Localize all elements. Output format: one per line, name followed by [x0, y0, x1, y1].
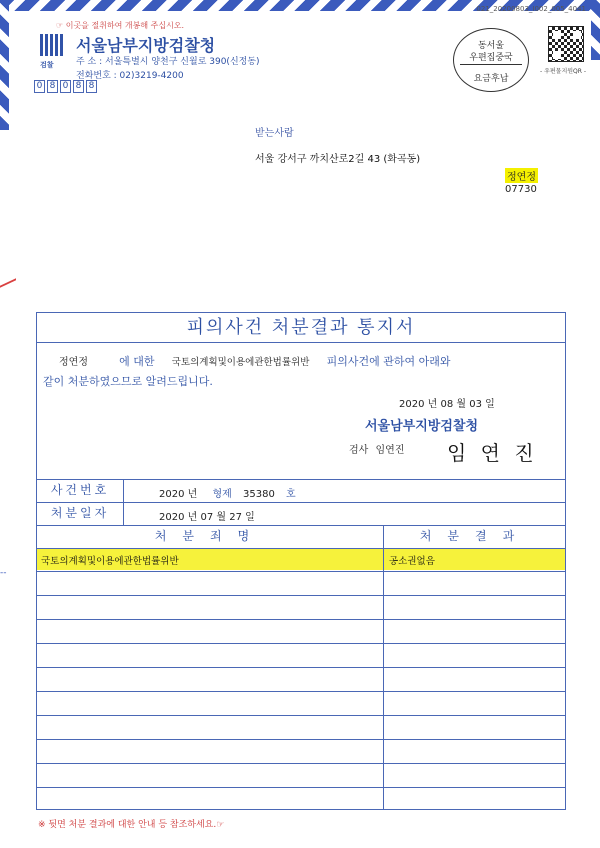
- table-row-line: [37, 619, 565, 620]
- prosecutor-signature: 임 연 진: [447, 441, 538, 465]
- case-number-label: 사건번호: [50, 483, 110, 497]
- form-title: 피의사건 처분결과 통지서: [37, 313, 565, 343]
- recipient-label: 받는사람: [255, 128, 294, 139]
- case-type: 형제: [212, 489, 232, 500]
- prosecutor-label: 검사: [349, 445, 369, 456]
- intro-tail: 피의사건에 관하여 아래와: [326, 355, 451, 368]
- table-row-line: [37, 595, 565, 596]
- fold-mark: [0, 278, 16, 297]
- zip-digit: 8: [47, 80, 58, 93]
- result-cell: 공소권없음: [389, 556, 435, 567]
- table-row-line: [37, 787, 565, 788]
- recipient-address: 서울 강서구 까치산로2길 43 (화곡동): [255, 154, 421, 165]
- logo-text: 검찰: [40, 61, 54, 69]
- case-unit: 호: [286, 489, 296, 500]
- intro-line2: 같이 처분하였으므로 알려드립니다.: [43, 375, 213, 388]
- table-row-line: [37, 763, 565, 764]
- charge-cell: 국토의계획및이용에관한법률위반: [41, 556, 179, 567]
- table-row-line: [37, 571, 565, 572]
- table-row-line: [37, 643, 565, 644]
- case-number-value: [159, 485, 296, 500]
- sender-address-label: 주 소 :: [76, 57, 103, 67]
- stamp-line2: 우편집중국: [469, 53, 513, 63]
- intro-case: 국토의계획및이용에관한법률위반: [171, 357, 310, 368]
- intro-line1: [59, 353, 450, 369]
- sender-name: 서울남부지방검찰청: [76, 36, 216, 55]
- notice-date: 2020 년 08 월 03 일: [399, 399, 495, 410]
- recipient-name: 정연정: [505, 168, 538, 183]
- recipient-zip: 07730: [505, 184, 537, 195]
- sender-zip: [34, 80, 97, 93]
- airmail-border-right: [591, 0, 600, 60]
- case-number: 35380: [243, 489, 275, 500]
- intro-name: 정연정: [59, 357, 88, 368]
- sender-tel-value: 02)3219-4200: [119, 71, 184, 81]
- table-row-line: [37, 715, 565, 716]
- intro-about: 에 대한: [119, 355, 155, 368]
- zip-digit: 0: [34, 80, 45, 93]
- disposition-date-value: 2020 년 07 월 27 일: [159, 512, 255, 523]
- stamp-line1: 동서울: [477, 41, 505, 51]
- zip-digit: 0: [60, 80, 71, 93]
- side-tick: --: [0, 568, 7, 578]
- disposition-date-label: 처분일자: [50, 506, 110, 520]
- prosecutor-name: 임연진: [375, 445, 405, 456]
- airmail-border-left: [0, 0, 9, 130]
- sender-address: [76, 54, 260, 67]
- postage-stamp: [453, 28, 529, 92]
- table-row-line: [37, 667, 565, 668]
- qr-code-icon: [548, 26, 584, 62]
- zip-digit: 8: [86, 80, 97, 93]
- issuing-office: 서울남부지방검찰청: [365, 419, 479, 434]
- qr-label: - 우편물지원QR -: [540, 68, 587, 75]
- case-year: 2020 년: [159, 489, 198, 500]
- prosecutor: [349, 441, 405, 456]
- sender-tel-label: 전화번호 :: [76, 71, 117, 81]
- footer-note: ※ 뒷면 처분 결과에 대한 안내 등 참조하세요.☞: [38, 820, 225, 830]
- charge-column-header: 처분죄명: [154, 529, 266, 543]
- disposition-notice-form: [36, 312, 566, 810]
- document-id: 021_20200803_I002_005_4041: [476, 5, 586, 13]
- sender-address-value: 서울특별시 양천구 신월로 390(신정동): [105, 57, 260, 67]
- stamp-divider: [460, 64, 522, 65]
- result-column-header: 처분결과: [419, 529, 531, 543]
- stamp-line3: 요금후납: [473, 74, 509, 84]
- zip-digit: 8: [73, 80, 84, 93]
- table-row-line: [37, 691, 565, 692]
- table-row-line: [37, 739, 565, 740]
- tear-notice: ☞ 이곳을 절취하여 개봉해 주십시오.: [56, 21, 185, 30]
